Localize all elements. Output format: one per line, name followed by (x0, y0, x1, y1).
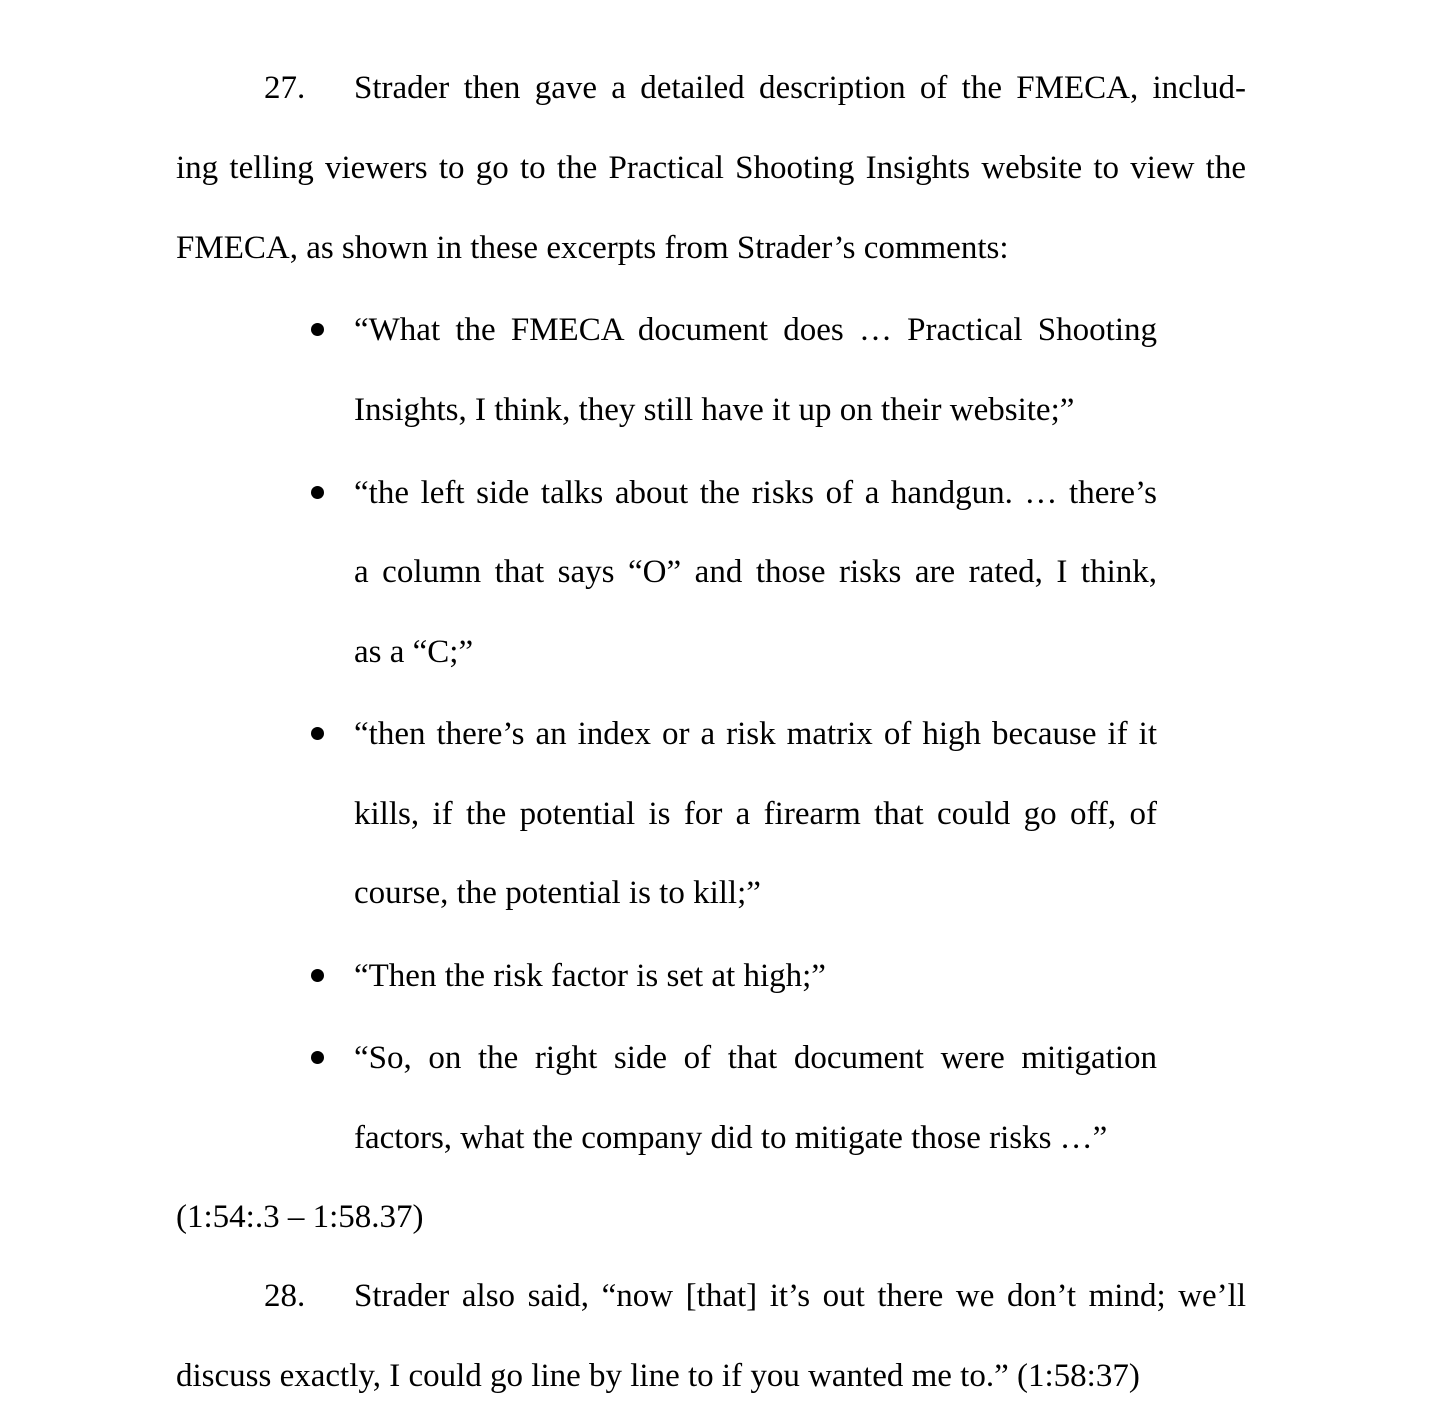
bullet-icon (311, 323, 324, 336)
bullet-icon (311, 486, 324, 499)
paragraph-line: FMECA, as shown in these excerpts from Strader’s comments: (176, 230, 1009, 266)
timestamp-citation: (1:54:.3 – 1:58.37) (176, 1199, 424, 1235)
list-item-line: “then there’s an index or a risk matrix of high because if it (354, 716, 1157, 752)
list-item-line: kills, if the potential is for a firearm that could go off, of (354, 796, 1157, 832)
list-item-line: “What the FMECA document does … Practical Shooting (354, 312, 1157, 348)
paragraph-line: Strader also said, “now [that] it’s out there we don’t mind; we’ll (354, 1278, 1246, 1314)
paragraph-line: discuss exactly, I could go line by line to if you wanted me to.” (1:58:37) (176, 1358, 1140, 1394)
list-item-line: Insights, I think, they still have it up on their website;” (354, 392, 1075, 428)
list-item-line: “So, on the right side of that document were mitigation (354, 1040, 1157, 1076)
list-item-line: as a “C;” (354, 634, 474, 670)
list-item-line: factors, what the company did to mitigate those risks …” (354, 1120, 1108, 1156)
paragraph-line: ing telling viewers to go to the Practical Shooting Insights website to view the (176, 150, 1246, 186)
list-item-line: a column that says “O” and those risks are rated, I think, (354, 554, 1157, 590)
bullet-icon (311, 969, 324, 982)
bullet-icon (311, 727, 324, 740)
paragraph-number: 28. (264, 1278, 306, 1314)
list-item-line: course, the potential is to kill;” (354, 875, 761, 911)
paragraph-number: 27. (264, 70, 306, 106)
bullet-icon (311, 1051, 324, 1064)
paragraph-line: Strader then gave a detailed description of the FMECA, includ- (354, 70, 1246, 106)
list-item-line: “Then the risk factor is set at high;” (354, 958, 826, 994)
list-item-line: “the left side talks about the risks of a handgun. … there’s (354, 475, 1157, 511)
